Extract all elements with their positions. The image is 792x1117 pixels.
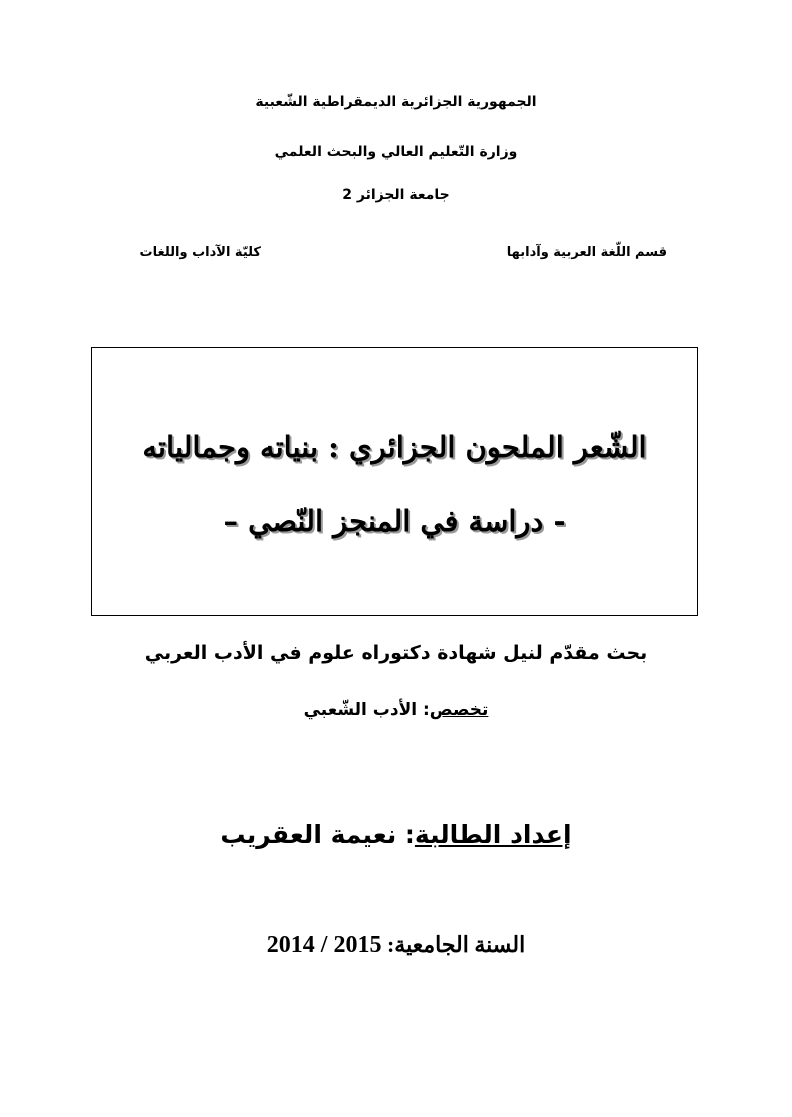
student-name: : نعيمة العقريب: [220, 820, 415, 849]
university-heading: جامعة الجزائر 2: [342, 187, 450, 203]
thesis-title-box: [91, 347, 698, 616]
specialty-value: : الأدب الشّعبي: [303, 700, 430, 720]
student-label: إعداد الطالبة: [414, 820, 572, 849]
thesis-subtitle: - دراسة في المنجز النّصي –: [223, 504, 566, 538]
thesis-main-title: الشّعر الملحون الجزائري : بنياته وجمالياته: [142, 430, 647, 464]
republic-heading: الجمهورية الجزائرية الديمقراطية الشّعبية: [255, 94, 537, 110]
specialty-line: [0, 700, 792, 720]
academic-year-line: [0, 932, 792, 959]
degree-statement: بحث مقدّم لنيل شهادة دكتوراه علوم في الأدب العربي: [144, 642, 648, 664]
student-line: [0, 820, 792, 849]
faculty-label: كليّة الآداب واللغات: [139, 245, 261, 260]
specialty-label: تخصص: [429, 700, 489, 720]
academic-year-value: 2014 / 2015: [266, 932, 382, 958]
department-label: قسم اللّغة العربية وآدابها: [506, 245, 667, 260]
academic-year-label: السنة الجامعية:: [386, 932, 526, 957]
ministry-heading: وزارة التّعليم العالي والبحث العلمي: [274, 144, 518, 160]
